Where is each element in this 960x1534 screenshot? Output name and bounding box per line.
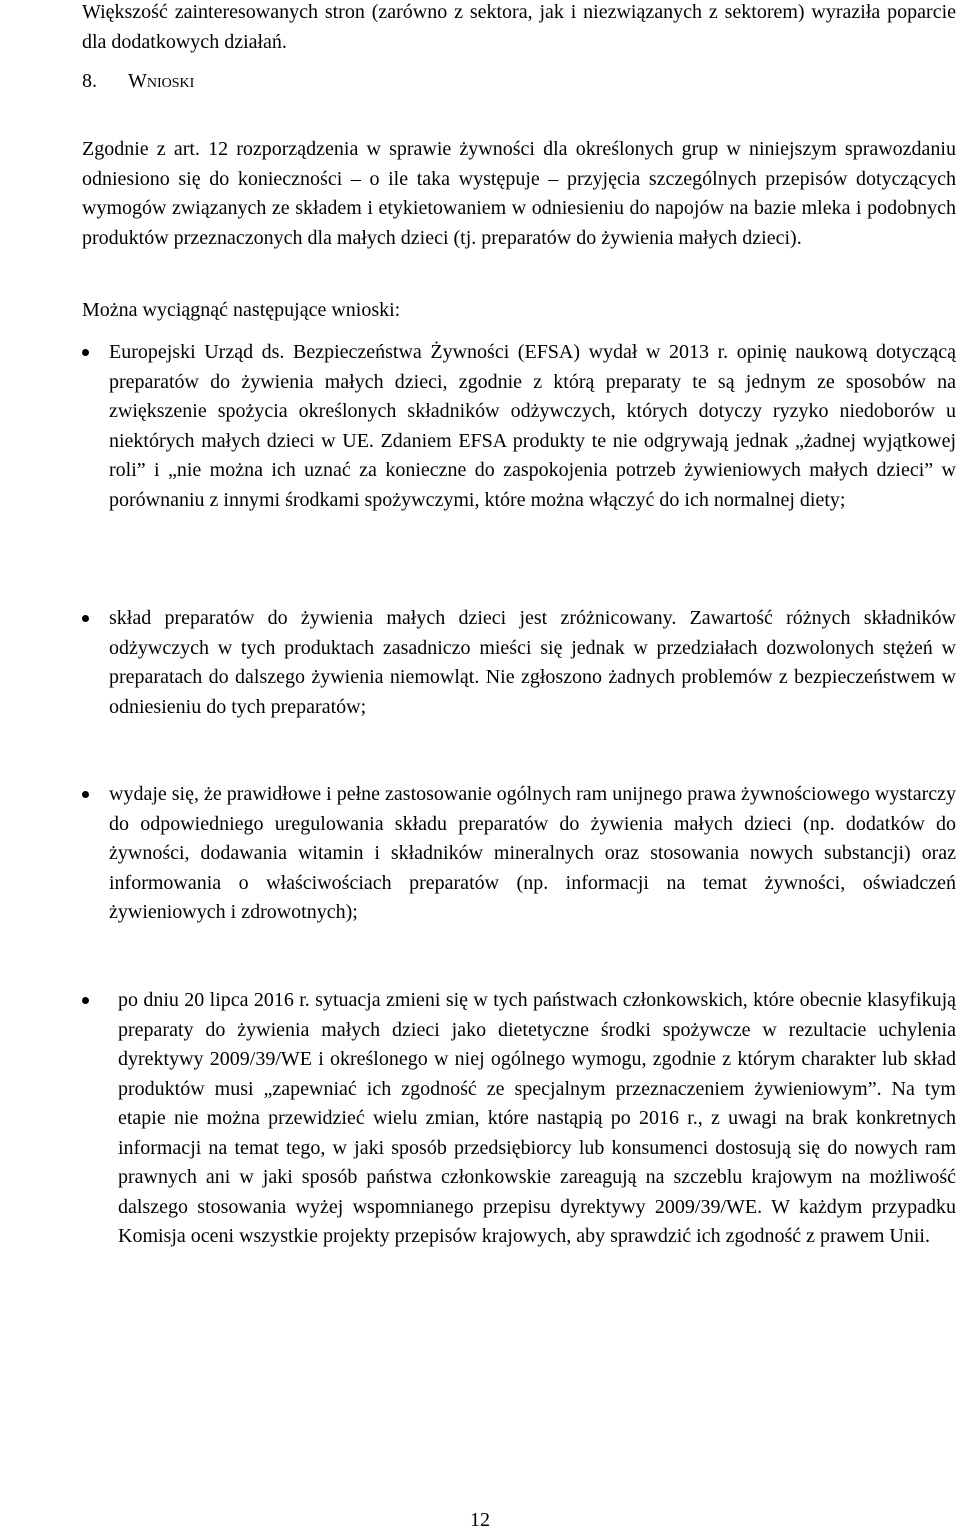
page-number: 12 xyxy=(470,1509,490,1531)
bullet-text: po dniu 20 lipca 2016 r. sytuacja zmieni się w tych państwach członkowskich, które obecnie klasyfikują preparaty do żywienia małych dzieci jako dietetyczne środki spożywcze w rezultacie uchylenia dyrektywy 2009/39/WE i określonego w niej ogólnego wymogu, zgodnie z którym charakter lub skład produktów musi „zapewniać ich zgodność ze specjalnym przeznaczeniem żywieniowym”. Na tym etapie nie można przewidzieć wielu zmian, które nastąpią po 2016 r., z uwagi na brak konkretnych informacji na temat tego, w jaki sposób przedsiębiorcy lub konsumenci dostosują się do nowych ram prawnych ani w jaki sposób państwa członkowskie zareagują na szczeblu krajowym na możliwość dalszego stosowania wyżej wspomnianego przepisu dyrektywy 2009/39/WE. W każdym przypadku Komisja oceni wszystkie projekty przepisów krajowych, aby sprawdzić ich zgodność z prawem Unii. xyxy=(118,989,956,1247)
bullet-text: skład preparatów do żywienia małych dzieci jest zróżnicowany. Zawartość różnych składników odżywczych w tych produktach zasadniczo mieści się jednak w przedziałach dozwolonych stężeń w preparatach do dalszego żywienia niemowląt. Nie zgłoszono żadnych problemów z bezpieczeństwem w odniesieniu do tych preparatów; xyxy=(109,607,956,718)
bullet-item-efsa xyxy=(82,338,956,515)
bullet-icon xyxy=(82,615,89,622)
section-heading xyxy=(82,67,194,97)
bullet-item-framework xyxy=(82,780,956,928)
bullet-icon xyxy=(82,997,89,1004)
conclusions-intro: Można wyciągnąć następujące wnioski: xyxy=(82,299,401,321)
body-paragraph: Zgodnie z art. 12 rozporządzenia w sprawie żywności dla określonych grup w niniejszym sprawozdaniu odniesiono się do konieczności – o ile taka występuje – przyjęcia szczególnych przepisów dotyczących wymogów związanych ze składem i etykietowaniem w odniesieniu do napojów na bazie mleka i podobnych produktów przeznaczonych dla małych dzieci (tj. preparatów do żywienia małych dzieci). xyxy=(82,138,956,249)
bullet-icon xyxy=(82,791,89,798)
bullet-text: Europejski Urząd ds. Bezpieczeństwa Żywności (EFSA) wydał w 2013 r. opinię naukową dotyczącą preparatów do żywienia małych dzieci, zgodnie z którą preparaty te są jednym ze sposobów na zwiększenie spożycia określonych składników odżywczych, których dotyczy ryzyko niedoborów u niektórych małych dzieci w UE. Zdaniem EFSA produkty te nie odgrywają jednak „żadnej wyjątkowej roli” i „nie można ich uznać za konieczne do zaspokojenia potrzeb żywieniowych małych dzieci” w porównaniu z innymi środkami spożywczymi, które można włączyć do ich normalnej diety; xyxy=(109,341,956,511)
bullet-icon xyxy=(82,349,89,356)
bullet-text: wydaje się, że prawidłowe i pełne zastosowanie ogólnych ram unijnego prawa żywnościowego wystarczy do odpowiedniego uregulowania składu preparatów do żywienia małych dzieci (np. dodatków do żywności, dodawania witamin i składników mineralnych oraz stosowania nowych substancji) oraz informowania o właściwościach preparatów (np. informacji na temat żywności, oświadczeń żywieniowych i zdrowotnych); xyxy=(109,783,956,923)
section-title: Wnioski xyxy=(128,70,195,92)
intro-paragraph: Większość zainteresowanych stron (zarówno z sektora, jak i niezwiązanych z sektorem) wyraziła poparcie dla dodatkowych działań. xyxy=(82,1,956,53)
bullet-item-2016 xyxy=(82,986,956,1252)
section-number: 8. xyxy=(82,70,97,92)
bullet-item-composition xyxy=(82,604,956,722)
